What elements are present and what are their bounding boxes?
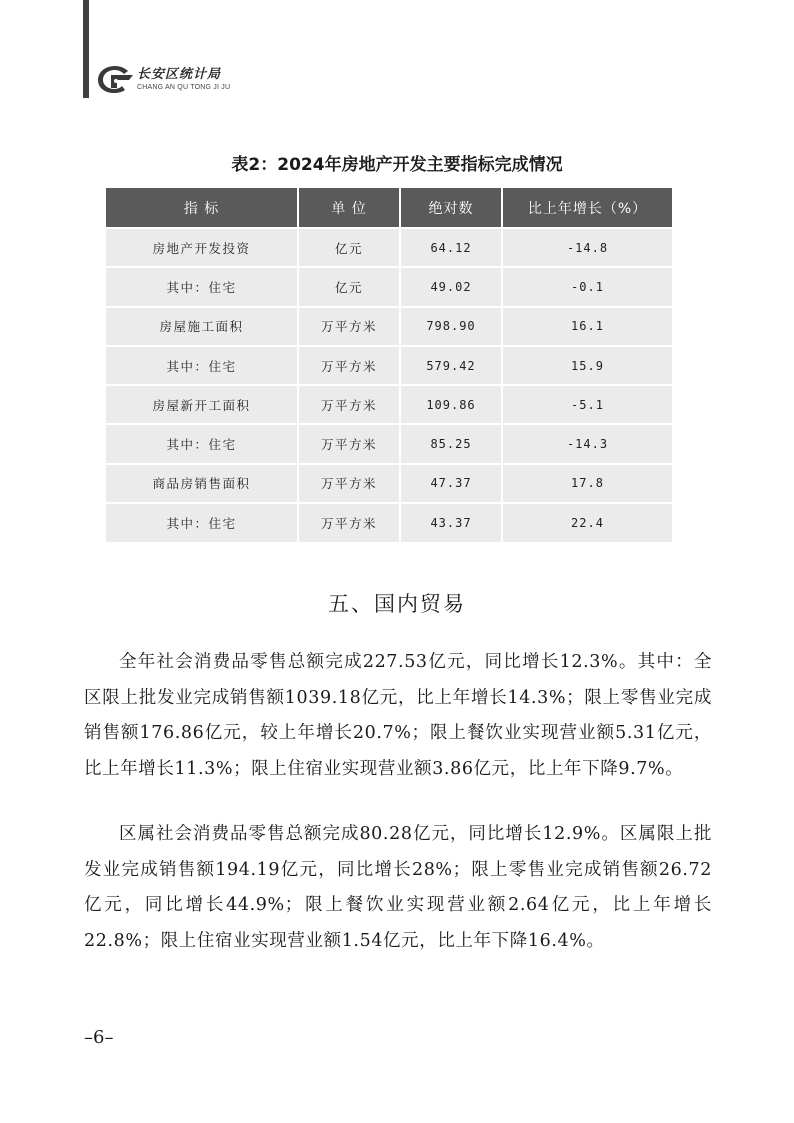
table-row [106,385,672,424]
cell-value: 109.86 [400,385,502,424]
column-header-value: 绝对数 [400,188,502,228]
table-row [106,307,672,346]
header-logo [95,62,230,96]
cell-indicator: 其中：住宅 [106,503,298,542]
cell-unit: 亿元 [298,267,400,306]
cell-value: 64.12 [400,228,502,267]
cell-indicator: 其中：住宅 [106,267,298,306]
page-number: –6– [84,1027,114,1048]
table-row [106,267,672,306]
cell-growth: 22.4 [502,503,672,542]
cell-unit: 亿元 [298,228,400,267]
cell-indicator: 其中：住宅 [106,346,298,385]
body-paragraph-retail-total: 全年社会消费品零售总额完成227.53亿元，同比增长12.3%。其中：全区限上批发业完成销售额1039.18亿元，比上年增长14.3%；限上零售业完成销售额176.86亿元，较上年增长20.7%；限上餐饮业实现营业额5.31亿元，比上年增长11.3%；限上住宿业实现营业额3.86亿元，比上年下降9.7%。 [84,652,712,779]
cell-unit: 万平方米 [298,424,400,463]
cell-growth: 17.8 [502,464,672,503]
table-title: 表2：2024年房地产开发主要指标完成情况 [231,155,563,175]
cell-value: 579.42 [400,346,502,385]
column-header-growth: 比上年增长（%） [502,188,672,228]
cell-value: 49.02 [400,267,502,306]
cell-growth: -0.1 [502,267,672,306]
bureau-logo-icon [95,63,135,95]
real-estate-table [106,188,672,542]
table-row [106,424,672,463]
cell-indicator: 房屋施工面积 [106,307,298,346]
cell-growth: -14.3 [502,424,672,463]
org-name-cn: 长安区统计局 [137,66,222,82]
cell-value: 798.90 [400,307,502,346]
table-row [106,503,672,542]
cell-unit: 万平方米 [298,346,400,385]
cell-unit: 万平方米 [298,464,400,503]
cell-value: 47.37 [400,464,502,503]
cell-unit: 万平方米 [298,307,400,346]
cell-value: 85.25 [400,424,502,463]
table-row [106,346,672,385]
cell-indicator: 商品房销售面积 [106,464,298,503]
cell-unit: 万平方米 [298,503,400,542]
table-row [106,228,672,267]
body-paragraph-district-retail: 区属社会消费品零售总额完成80.28亿元，同比增长12.9%。区属限上批发业完成销售额194.19亿元，同比增长28%；限上零售业完成销售额26.72亿元，同比增长44.9%；限上餐饮业实现营业额2.64亿元，比上年增长22.8%；限上住宿业实现营业额1.54亿元，比上年下降16.4%。 [84,824,712,951]
cell-value: 43.37 [400,503,502,542]
section-heading: 五、国内贸易 [328,592,466,616]
table-row [106,464,672,503]
cell-growth: 16.1 [502,307,672,346]
cell-indicator: 其中：住宅 [106,424,298,463]
column-header-unit: 单 位 [298,188,400,228]
cell-growth: -14.8 [502,228,672,267]
column-header-indicator: 指 标 [106,188,298,228]
header-side-bar [83,0,89,98]
table-header-row [106,188,672,228]
cell-growth: 15.9 [502,346,672,385]
cell-unit: 万平方米 [298,385,400,424]
cell-indicator: 房地产开发投资 [106,228,298,267]
cell-growth: -5.1 [502,385,672,424]
cell-indicator: 房屋新开工面积 [106,385,298,424]
org-name-en: CHANG AN QU TONG JI JU [137,83,231,91]
